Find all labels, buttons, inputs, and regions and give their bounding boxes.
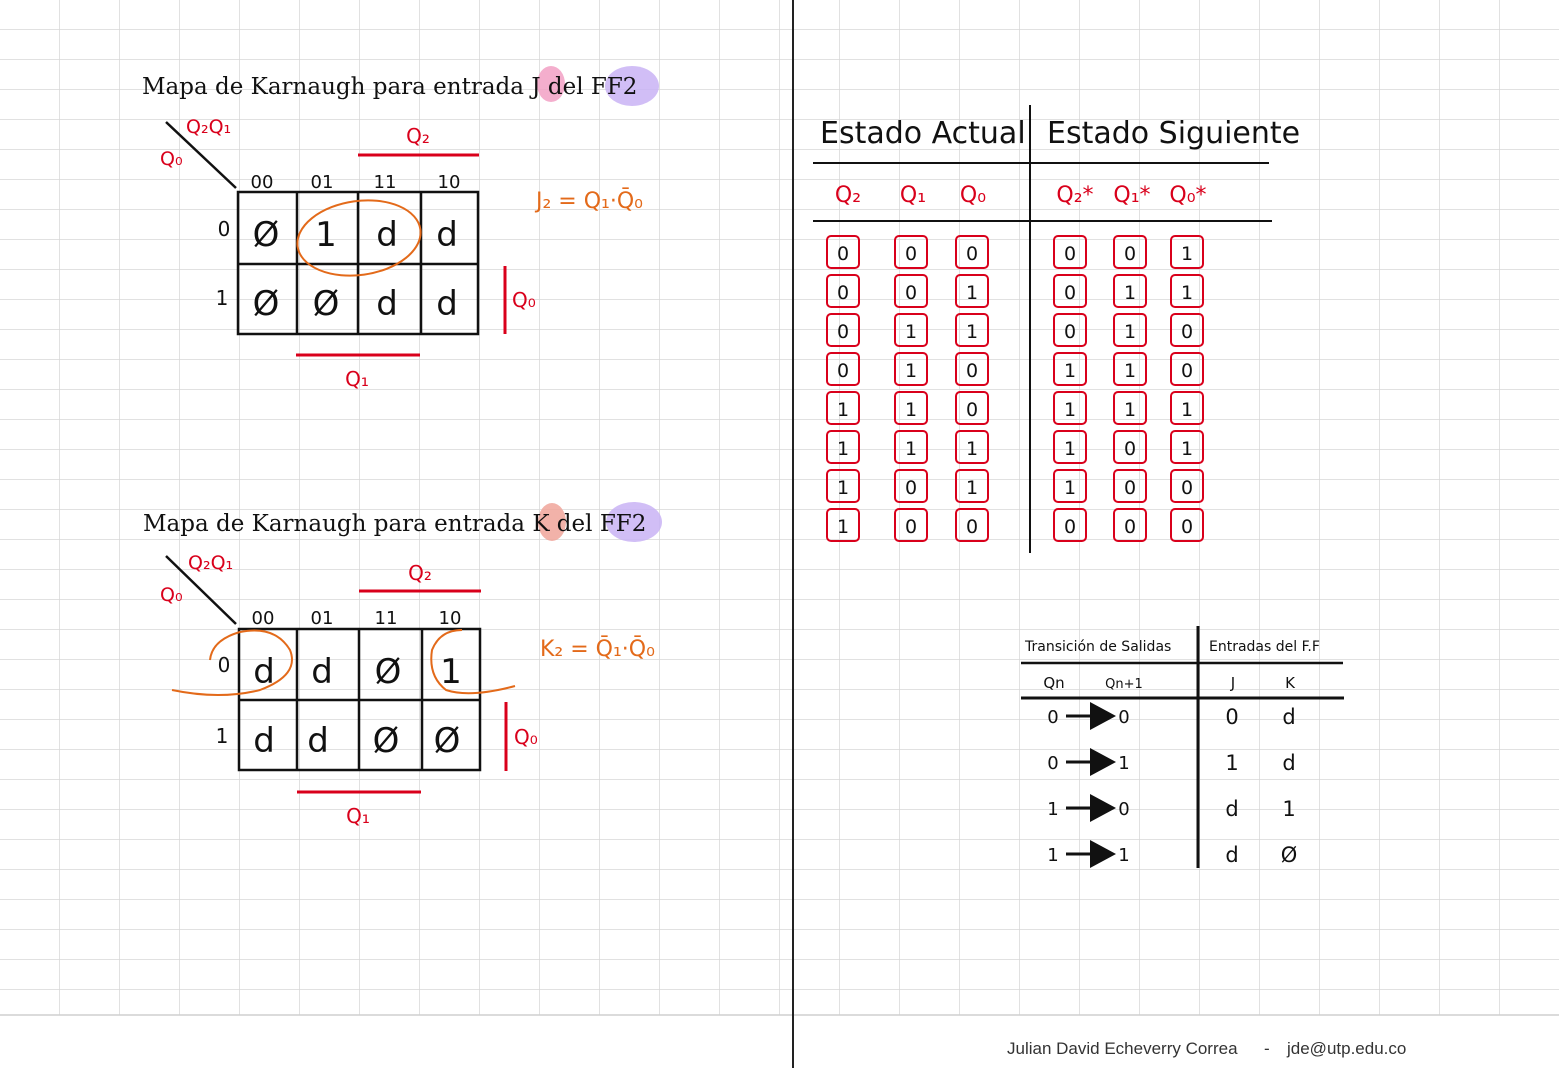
state-cell: 0 [836, 282, 850, 304]
state-cell: 0 [1123, 438, 1137, 460]
state-cell: 1 [965, 282, 979, 304]
kmap-k-col-vars: Q₂Q₁ [188, 552, 234, 574]
kmap-k-col-header: 01 [310, 608, 334, 629]
kmap-k-col-header: 10 [438, 608, 462, 629]
kmap-k-cell: d [253, 652, 275, 692]
jk-header-left: Transición de Salidas [1025, 639, 1172, 655]
state-col-header: Q₀ [959, 183, 987, 208]
state-cell: 0 [1180, 516, 1194, 538]
kmap-k-row-header: 1 [215, 724, 229, 748]
jk-k: d [1282, 705, 1296, 729]
jk-k: Ø [1280, 843, 1298, 867]
state-cell: 1 [1123, 282, 1137, 304]
jk-j: 1 [1225, 751, 1239, 775]
kmap-k-cell: Ø [374, 652, 402, 692]
jk-qn: 0 [1047, 753, 1059, 774]
kmap-j-col-vars: Q₂Q₁ [186, 116, 232, 138]
state-cell: 1 [1180, 399, 1194, 421]
state-cell: 1 [1123, 321, 1137, 343]
jk-sub-qn: Qn [1043, 674, 1065, 692]
jk-qn: 0 [1047, 707, 1059, 728]
kmap-j-cell: d [436, 284, 458, 324]
kmap-k-top-label: Q₂ [408, 561, 432, 585]
kmap-j-cell: Ø [252, 284, 280, 324]
state-cell: 0 [965, 399, 979, 421]
state-cell: 1 [1123, 360, 1137, 382]
state-cell: 0 [1123, 243, 1137, 265]
state-cell: 1 [1063, 360, 1077, 382]
jk-qn: 1 [1047, 799, 1059, 820]
state-cell: 0 [836, 321, 850, 343]
state-cell: 1 [836, 477, 850, 499]
state-cell: 0 [1180, 321, 1194, 343]
state-cell: 0 [904, 516, 918, 538]
state-cell: 1 [1063, 399, 1077, 421]
state-col-header: Q₁* [1113, 183, 1151, 208]
kmap-j-row-header: 1 [215, 286, 229, 310]
kmap-j-cell: d [376, 215, 398, 255]
state-cell: 0 [1123, 477, 1137, 499]
kmap-k-cell: d [311, 652, 333, 692]
jk-qn1: 1 [1118, 845, 1130, 866]
state-cell: 1 [1063, 477, 1077, 499]
state-col-header: Q₂* [1056, 183, 1094, 208]
kmap-j-cell: d [436, 215, 458, 255]
state-cell: 0 [965, 243, 979, 265]
kmap-j-col-header: 01 [310, 172, 334, 193]
jk-qn: 1 [1047, 845, 1059, 866]
state-col-header: Q₁ [899, 183, 927, 208]
kmap-k-bottom-label: Q₁ [346, 804, 370, 828]
kmap-k-cell: 1 [440, 652, 462, 692]
jk-qn1: 1 [1118, 753, 1130, 774]
state-cell: 1 [904, 399, 918, 421]
kmap-j-cell: 1 [315, 215, 337, 255]
kmap-j-col-header: 11 [373, 172, 397, 193]
jk-j: d [1225, 797, 1239, 821]
jk-qn1: 0 [1118, 799, 1130, 820]
kmap-k-title: Mapa de Karnaugh para entrada K del FF2 [143, 511, 647, 537]
state-cell: 0 [1123, 516, 1137, 538]
state-cell: 0 [1063, 282, 1077, 304]
state-cell: 1 [836, 516, 850, 538]
state-cell: 1 [836, 438, 850, 460]
kmap-k-side-label: Q₀ [514, 725, 538, 749]
kmap-j-cell: d [376, 284, 398, 324]
state-cell: 0 [836, 360, 850, 382]
state-cell: 1 [965, 477, 979, 499]
state-cell: 0 [1180, 360, 1194, 382]
state-cell: 1 [1180, 243, 1194, 265]
jk-k: 1 [1282, 797, 1296, 821]
state-cell: 1 [1180, 438, 1194, 460]
kmap-j-row-header: 0 [217, 217, 231, 241]
state-cell: 1 [904, 321, 918, 343]
jk-j: d [1225, 843, 1239, 867]
state-cell: 0 [965, 516, 979, 538]
kmap-j-cell: Ø [252, 215, 280, 255]
state-col-header: Q₀* [1169, 183, 1207, 208]
state-cell: 1 [965, 438, 979, 460]
state-cell: 1 [1063, 438, 1077, 460]
state-cell: 1 [965, 321, 979, 343]
jk-sub-qn1: Qn+1 [1105, 677, 1143, 692]
jk-sub-k: K [1285, 674, 1295, 692]
kmap-j-equation: J₂ = Q₁·Q̄₀ [536, 189, 643, 214]
state-cell: 0 [1063, 243, 1077, 265]
state-cell: 0 [1063, 321, 1077, 343]
state-cell: 0 [904, 243, 918, 265]
footer-email: jde@utp.edu.co [1287, 1039, 1407, 1058]
kmap-k-cell: d [253, 721, 275, 761]
jk-header-right: Entradas del F.F [1209, 639, 1320, 655]
state-cell: 1 [904, 360, 918, 382]
state-cell: 0 [1180, 477, 1194, 499]
state-cell: 1 [904, 438, 918, 460]
state-cell: 0 [904, 477, 918, 499]
jk-sub-j: J [1230, 674, 1236, 692]
state-cell: 1 [1180, 282, 1194, 304]
jk-j: 0 [1225, 705, 1239, 729]
kmap-j-row-var: Q₀ [160, 148, 183, 170]
kmap-j-bottom-label: Q₁ [345, 367, 369, 391]
kmap-j-title: Mapa de Karnaugh para entrada J del FF2 [142, 74, 638, 100]
state-header-current: Estado Actual [820, 116, 1026, 151]
footer-author: Julian David Echeverry Correa [1007, 1039, 1238, 1058]
footer-separator: - [1264, 1039, 1270, 1058]
kmap-k-col-header: 11 [374, 608, 398, 629]
state-cell: 0 [904, 282, 918, 304]
kmap-k-equation: K₂ = Q̄₁·Q̄₀ [540, 637, 655, 662]
state-cell: 0 [965, 360, 979, 382]
kmap-j-side-label: Q₀ [512, 288, 536, 312]
jk-qn1: 0 [1118, 707, 1130, 728]
kmap-k-row-var: Q₀ [160, 584, 183, 606]
kmap-j-col-header: 00 [250, 172, 274, 193]
kmap-k-row-header: 0 [217, 653, 231, 677]
kmap-j-top-label: Q₂ [406, 124, 430, 148]
kmap-j-cell: Ø [312, 284, 340, 324]
state-col-header: Q₂ [834, 183, 862, 208]
kmap-k-cell: Ø [433, 721, 461, 761]
state-cell: 0 [1063, 516, 1077, 538]
state-cell: 1 [836, 399, 850, 421]
state-cell: 1 [1123, 399, 1137, 421]
kmap-k-cell: d [307, 721, 329, 761]
state-cell: 0 [836, 243, 850, 265]
kmap-k-col-header: 00 [251, 608, 275, 629]
kmap-j-col-header: 10 [437, 172, 461, 193]
kmap-k-cell: Ø [372, 721, 400, 761]
state-header-next: Estado Siguiente [1047, 116, 1301, 151]
jk-k: d [1282, 751, 1296, 775]
